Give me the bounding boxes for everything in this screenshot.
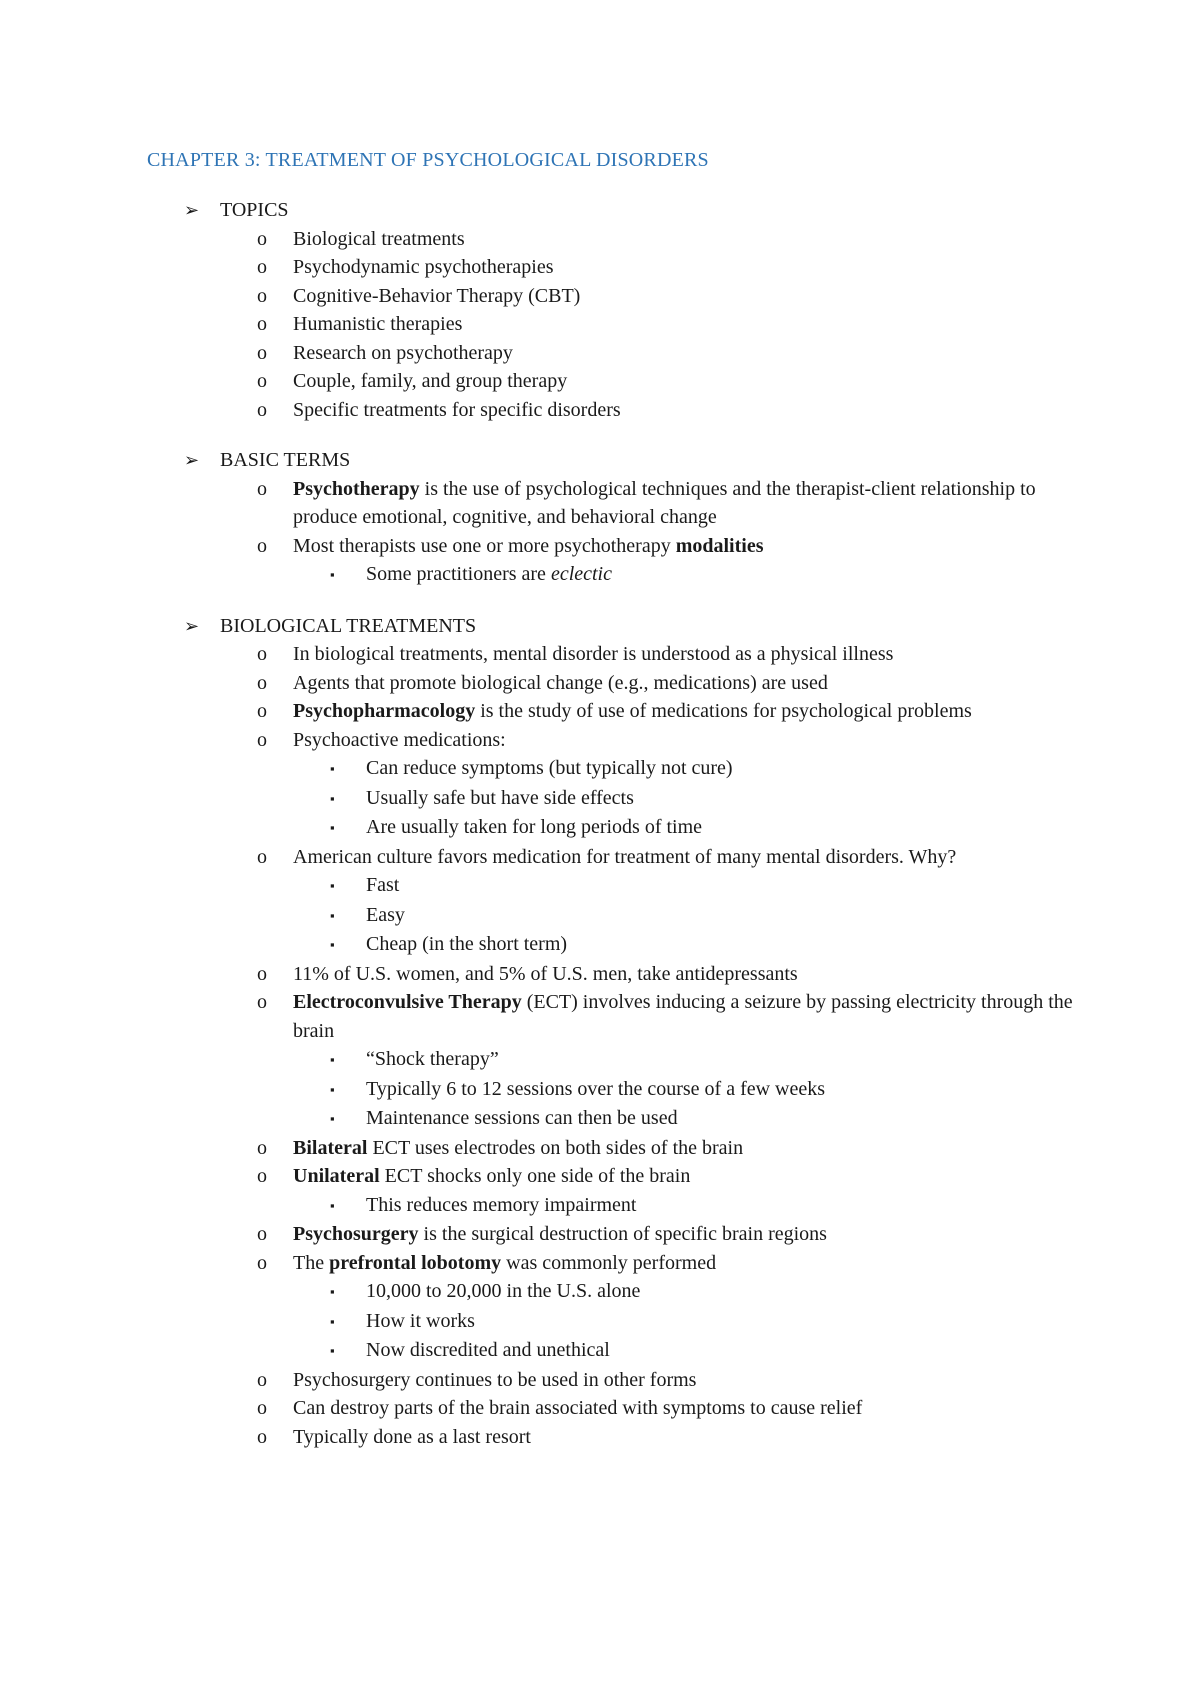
square-bullet-icon: ▪ — [330, 1313, 335, 1329]
circle-bullet-icon: o — [257, 1251, 267, 1274]
circle-bullet-icon: o — [257, 728, 267, 751]
circle-bullet-icon: o — [257, 1368, 267, 1391]
section-heading: BASIC TERMS — [220, 449, 351, 471]
chapter-title: CHAPTER 3: TREATMENT OF PSYCHOLOGICAL DISORDERS — [147, 149, 709, 171]
term-psychotherapy: Psychotherapy — [293, 477, 420, 500]
sub-list-item: ▪ “Shock therapy” — [147, 1045, 1100, 1075]
circle-bullet-icon: o — [257, 643, 267, 665]
list-item: o In biological treatments, mental disorder is understood as a physical illness — [147, 640, 1100, 669]
basic-terms-heading-row — [147, 446, 1100, 475]
circle-bullet-icon: o — [257, 341, 267, 364]
list-item: o Unilateral ECT shocks only one side of the brain — [147, 1162, 1100, 1191]
list-item: o Bilateral ECT uses electrodes on both sides of the brain — [147, 1134, 1100, 1163]
list-item: o Psychotherapy is the use of psychological techniques and the therapist-client relationship to produce emotional, cognitive, and behavioral change — [147, 475, 1100, 532]
list-item: o Cognitive-Behavior Therapy (CBT) — [147, 282, 1100, 311]
circle-bullet-icon: o — [257, 534, 267, 557]
square-bullet-icon: ▪ — [330, 878, 335, 893]
list-item: o Agents that promote biological change (e.g., medications) are used — [147, 669, 1100, 698]
list-item: o Specific treatments for specific disorders — [147, 396, 1100, 425]
sub-list-item: ▪ Some practitioners are eclectic — [147, 560, 1100, 590]
square-bullet-icon: ▪ — [330, 761, 335, 776]
square-bullet-icon: ▪ — [330, 1052, 335, 1067]
list-item: o Psychodynamic psychotherapies — [147, 253, 1100, 282]
square-bullet-icon: ▪ — [330, 1081, 335, 1097]
square-bullet-icon: ▪ — [330, 1284, 335, 1299]
list-item: o American culture favors medication for treatment of many mental disorders. Why? — [147, 843, 1100, 872]
arrow-bullet-icon: ➢ — [184, 450, 200, 470]
list-item: o 11% of U.S. women, and 5% of U.S. men, take antidepressants — [147, 960, 1100, 989]
square-bullet-icon: ▪ — [330, 1111, 335, 1126]
basic-terms-section — [147, 446, 1100, 590]
circle-bullet-icon: o — [257, 370, 267, 392]
topics-heading-row — [147, 196, 1100, 225]
square-bullet-icon: ▪ — [330, 567, 335, 582]
sub-list-item: ▪ Easy — [147, 901, 1100, 931]
circle-bullet-icon: o — [257, 227, 267, 250]
sub-list-item: ▪ Are usually taken for long periods of time — [147, 813, 1100, 843]
square-bullet-icon: ▪ — [330, 820, 335, 835]
circle-bullet-icon: o — [257, 845, 267, 868]
list-item: o Humanistic therapies — [147, 310, 1100, 339]
arrow-bullet-icon: ➢ — [184, 200, 200, 220]
arrow-bullet-icon: ➢ — [184, 615, 200, 636]
square-bullet-icon: ▪ — [330, 937, 335, 952]
square-bullet-icon: ▪ — [330, 1343, 335, 1358]
list-item: o Couple, family, and group therapy — [147, 367, 1100, 396]
circle-bullet-icon: o — [257, 313, 267, 335]
topics-section — [147, 196, 1100, 424]
sub-list-item: ▪ How it works — [147, 1307, 1100, 1337]
circle-bullet-icon: o — [257, 398, 267, 421]
term-bilateral: Bilateral — [293, 1136, 368, 1159]
term-ect: Electroconvulsive Therapy — [293, 991, 522, 1013]
sub-list-item: ▪ Typically 6 to 12 sessions over the course of a few weeks — [147, 1075, 1100, 1105]
circle-bullet-icon: o — [257, 1397, 267, 1419]
sub-list-item: ▪ This reduces memory impairment — [147, 1191, 1100, 1221]
term-modalities: modalities — [675, 534, 764, 557]
sub-list-item: ▪ Can reduce symptoms (but typically not cure) — [147, 754, 1100, 784]
circle-bullet-icon: o — [257, 962, 267, 985]
list-item: o Can destroy parts of the brain associated with symptoms to cause relief — [147, 1394, 1100, 1423]
list-item: o Psychosurgery continues to be used in other forms — [147, 1366, 1100, 1395]
list-item: o Most therapists use one or more psychotherapy modalities — [147, 532, 1100, 561]
list-item: o Psychosurgery is the surgical destruction of specific brain regions — [147, 1220, 1100, 1249]
circle-bullet-icon: o — [257, 477, 267, 500]
biological-heading-row — [147, 612, 1100, 641]
circle-bullet-icon: o — [257, 671, 267, 694]
section-heading: TOPICS — [220, 199, 289, 221]
circle-bullet-icon: o — [257, 1165, 267, 1187]
sub-list-item: ▪ Fast — [147, 871, 1100, 901]
term-unilateral: Unilateral — [293, 1165, 380, 1187]
square-bullet-icon: ▪ — [330, 790, 335, 806]
circle-bullet-icon: o — [257, 1136, 267, 1159]
circle-bullet-icon: o — [257, 1223, 267, 1245]
sub-list-item: ▪ Cheap (in the short term) — [147, 930, 1100, 960]
square-bullet-icon: ▪ — [330, 907, 335, 923]
circle-bullet-icon: o — [257, 1425, 267, 1448]
sub-list-item: ▪ Now discredited and unethical — [147, 1336, 1100, 1366]
list-item: o Psychopharmacology is the study of use of medications for psychological problems — [147, 697, 1100, 726]
square-bullet-icon: ▪ — [330, 1197, 335, 1213]
circle-bullet-icon: o — [257, 700, 267, 722]
list-item: o Research on psychotherapy — [147, 339, 1100, 368]
term-eclectic: eclectic — [550, 563, 612, 585]
term-psychopharmacology: Psychopharmacology — [293, 700, 476, 722]
biological-treatments-section — [147, 612, 1100, 1452]
circle-bullet-icon: o — [257, 991, 267, 1013]
circle-bullet-icon: o — [257, 256, 267, 278]
list-item: o Biological treatments — [147, 225, 1100, 254]
sub-list-item: ▪ Maintenance sessions can then be used — [147, 1104, 1100, 1134]
list-item: o Psychoactive medications: — [147, 726, 1100, 755]
list-item: o The prefrontal lobotomy was commonly performed — [147, 1249, 1100, 1278]
list-item: o Electroconvulsive Therapy (ECT) involves inducing a seizure by passing electricity through the brain — [147, 988, 1100, 1045]
list-item: o Typically done as a last resort — [147, 1423, 1100, 1452]
sub-list-item: ▪ 10,000 to 20,000 in the U.S. alone — [147, 1277, 1100, 1307]
term-prefrontal-lobotomy: prefrontal lobotomy — [329, 1251, 502, 1274]
sub-list-item: ▪ Usually safe but have side effects — [147, 784, 1100, 814]
section-heading: BIOLOGICAL TREATMENTS — [220, 614, 477, 637]
circle-bullet-icon: o — [257, 284, 267, 307]
term-psychosurgery: Psychosurgery — [293, 1223, 419, 1245]
